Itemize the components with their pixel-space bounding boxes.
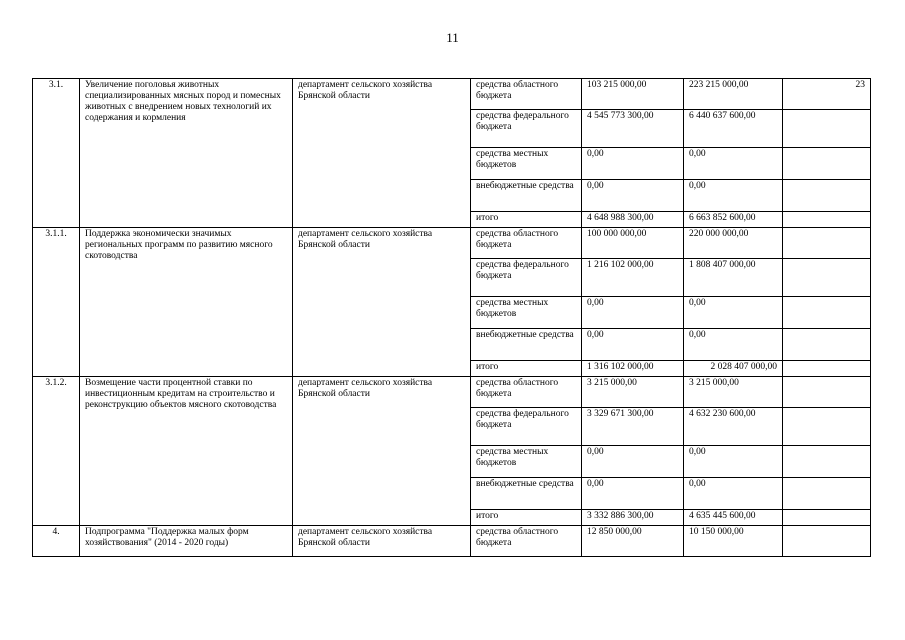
fund-source: средства федерального бюджета <box>471 259 582 297</box>
amount-1: 100 000 000,00 <box>582 228 684 259</box>
amount-3 <box>783 228 871 259</box>
item-number: 3.1.2. <box>33 377 80 526</box>
fund-source: итого <box>471 212 582 228</box>
amount-3 <box>783 478 871 510</box>
fund-source: средства местных бюджетов <box>471 446 582 478</box>
amount-3 <box>783 110 871 148</box>
amount-3 <box>783 212 871 228</box>
item-title: Подпрограмма "Поддержка малых форм хозяйствования" (2014 - 2020 годы) <box>80 526 293 557</box>
fund-source: средства федерального бюджета <box>471 408 582 446</box>
amount-2: 10 150 000,00 <box>684 526 783 557</box>
amount-3 <box>783 148 871 180</box>
item-title: Увеличение поголовья животных специализированных мясных пород и помесных животных с внедрением новых технологий их содержания и кормления <box>80 79 293 228</box>
budget-table <box>32 78 871 557</box>
amount-2: 1 808 407 000,00 <box>684 259 783 297</box>
amount-3 <box>783 510 871 526</box>
amount-1: 4 545 773 300,00 <box>582 110 684 148</box>
amount-3 <box>783 526 871 557</box>
amount-3: 23 <box>783 79 871 110</box>
fund-source: итого <box>471 361 582 377</box>
item-number: 4. <box>33 526 80 557</box>
executor-cell: департамент сельского хозяйства Брянской области <box>293 377 471 526</box>
page-number: 11 <box>446 30 459 45</box>
fund-source: внебюджетные средства <box>471 478 582 510</box>
amount-1: 1 316 102 000,00 <box>582 361 684 377</box>
amount-1: 12 850 000,00 <box>582 526 684 557</box>
amount-1: 0,00 <box>582 329 684 361</box>
amount-1: 0,00 <box>582 148 684 180</box>
amount-2: 4 635 445 600,00 <box>684 510 783 526</box>
executor-cell: департамент сельского хозяйства Брянской области <box>293 526 471 557</box>
fund-source: средства местных бюджетов <box>471 148 582 180</box>
fund-source: средства местных бюджетов <box>471 297 582 329</box>
amount-3 <box>783 180 871 212</box>
amount-1: 3 329 671 300,00 <box>582 408 684 446</box>
amount-2: 220 000 000,00 <box>684 228 783 259</box>
table-row <box>33 228 871 259</box>
item-title: Поддержка экономически значимых региональных программ по развитию мясного скотоводства <box>80 228 293 377</box>
amount-1: 0,00 <box>582 297 684 329</box>
item-number: 3.1. <box>33 79 80 228</box>
fund-source: средства областного бюджета <box>471 79 582 110</box>
amount-3 <box>783 361 871 377</box>
item-title: Возмещение части процентной ставки по инвестиционным кредитам на строительство и реконструкцию объектов мясного скотоводства <box>80 377 293 526</box>
amount-1: 103 215 000,00 <box>582 79 684 110</box>
amount-2: 4 632 230 600,00 <box>684 408 783 446</box>
table-row <box>33 79 871 110</box>
table-row <box>33 377 871 408</box>
amount-3 <box>783 446 871 478</box>
amount-1: 0,00 <box>582 446 684 478</box>
executor-cell: департамент сельского хозяйства Брянской области <box>293 228 471 377</box>
table-row <box>33 526 871 557</box>
amount-2: 0,00 <box>684 329 783 361</box>
amount-2: 2 028 407 000,00 <box>684 361 783 377</box>
amount-1: 3 215 000,00 <box>582 377 684 408</box>
amount-3 <box>783 297 871 329</box>
executor-cell: департамент сельского хозяйства Брянской области <box>293 79 471 228</box>
amount-3 <box>783 259 871 297</box>
amount-1: 0,00 <box>582 478 684 510</box>
amount-2: 0,00 <box>684 446 783 478</box>
amount-1: 3 332 886 300,00 <box>582 510 684 526</box>
item-number: 3.1.1. <box>33 228 80 377</box>
amount-2: 223 215 000,00 <box>684 79 783 110</box>
fund-source: средства областного бюджета <box>471 228 582 259</box>
amount-2: 3 215 000,00 <box>684 377 783 408</box>
amount-2: 0,00 <box>684 478 783 510</box>
fund-source: средства федерального бюджета <box>471 110 582 148</box>
amount-3 <box>783 408 871 446</box>
fund-source: средства областного бюджета <box>471 377 582 408</box>
fund-source: внебюджетные средства <box>471 180 582 212</box>
fund-source: внебюджетные средства <box>471 329 582 361</box>
amount-1: 1 216 102 000,00 <box>582 259 684 297</box>
amount-1: 4 648 988 300,00 <box>582 212 684 228</box>
fund-source: итого <box>471 510 582 526</box>
amount-2: 6 663 852 600,00 <box>684 212 783 228</box>
amount-1: 0,00 <box>582 180 684 212</box>
amount-2: 0,00 <box>684 297 783 329</box>
amount-2: 6 440 637 600,00 <box>684 110 783 148</box>
fund-source: средства областного бюджета <box>471 526 582 557</box>
amount-3 <box>783 377 871 408</box>
amount-2: 0,00 <box>684 180 783 212</box>
amount-3 <box>783 329 871 361</box>
amount-2: 0,00 <box>684 148 783 180</box>
